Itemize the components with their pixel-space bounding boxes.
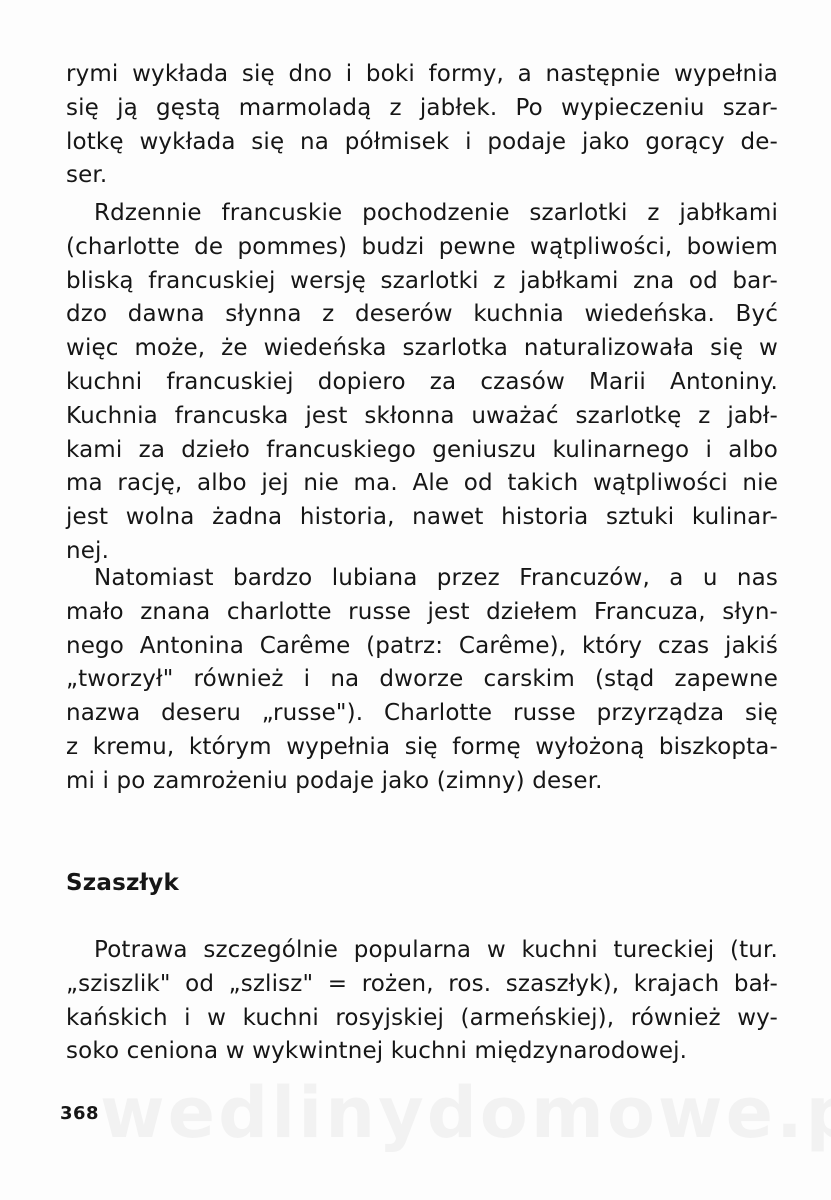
text-line: Natomiast bardzo lubiana przez Francuzów, a u nas <box>94 565 778 591</box>
text-line: Kuchnia francuska jest skłonna uważać szarlotkę z jabł- <box>66 402 778 429</box>
text-line: kami za dzieło francuskiego geniuszu kulinarnego i albo <box>66 436 778 463</box>
text-line: jest wolna żadna historia, nawet historia sztuki kulinar- <box>66 504 778 531</box>
text-line: się ją gęstą marmoladą z jabłek. Po wypieczeniu szar- <box>66 94 778 121</box>
text-line: kuchni francuskiej dopiero za czasów Marii Antoniny. <box>66 368 778 395</box>
text-line: ma rację, albo jej nie ma. Ale od takich wątpliwości nie <box>66 470 778 497</box>
text-line: Rdzennie francuskie pochodzenie szarlotki z jabłkami <box>94 200 778 226</box>
page-number: 368 <box>60 1103 100 1124</box>
paragraph-charlotte-origin <box>66 197 778 569</box>
text-line: (charlotte de pommes) budzi pewne wątpliwości, bowiem <box>66 233 778 260</box>
text-line: lotkę wykłada się na półmisek i podaje jako gorący de- <box>66 128 778 155</box>
text-line: mi i po zamrożeniu podaje jako (zimny) deser. <box>66 767 603 794</box>
text-line: soko ceniona w wykwintnej kuchni międzynarodowej. <box>66 1038 688 1065</box>
paragraph-continuation <box>66 58 778 193</box>
text-line: ser. <box>66 162 108 189</box>
text-line: więc może, że wiedeńska szarlotka naturalizowała się w <box>66 335 778 362</box>
text-line: Potrawa szczególnie popularna w kuchni tureckiej (tur. <box>94 937 778 963</box>
text-line: nazwa deseru „russe"). Charlotte russe przyrządza się <box>66 700 778 727</box>
text-line: bliską francuskiej wersję szarlotki z jabłkami zna od bar- <box>66 267 778 294</box>
text-line: nej. <box>66 537 110 564</box>
text-line: kańskich i w kuchni rosyjskiej (armeńskiej), również wy- <box>66 1004 778 1031</box>
text-line: „tworzył" również i na dworze carskim (stąd zapewne <box>66 666 778 693</box>
text-line: z kremu, którym wypełnia się formę wyłożoną biszkopta- <box>66 733 778 760</box>
section-heading: Szaszłyk <box>66 870 179 896</box>
paragraph-charlotte-russe <box>66 562 778 799</box>
text-line: nego Antonina Carême (patrz: Carême), który czas jakiś <box>66 632 778 659</box>
text-line: „sziszlik" od „szlisz" = rożen, ros. szaszłyk), krajach bał- <box>66 970 778 997</box>
text-line: rymi wykłada się dno i boki formy, a następnie wypełnia <box>66 61 778 87</box>
text-line: dzo dawna słynna z deserów kuchnia wiedeńska. Być <box>66 301 778 328</box>
paragraph-szaszlyk <box>66 934 778 1069</box>
watermark <box>100 1072 760 1154</box>
text-line: mało znana charlotte russe jest dziełem Francuza, słyn- <box>66 598 778 625</box>
